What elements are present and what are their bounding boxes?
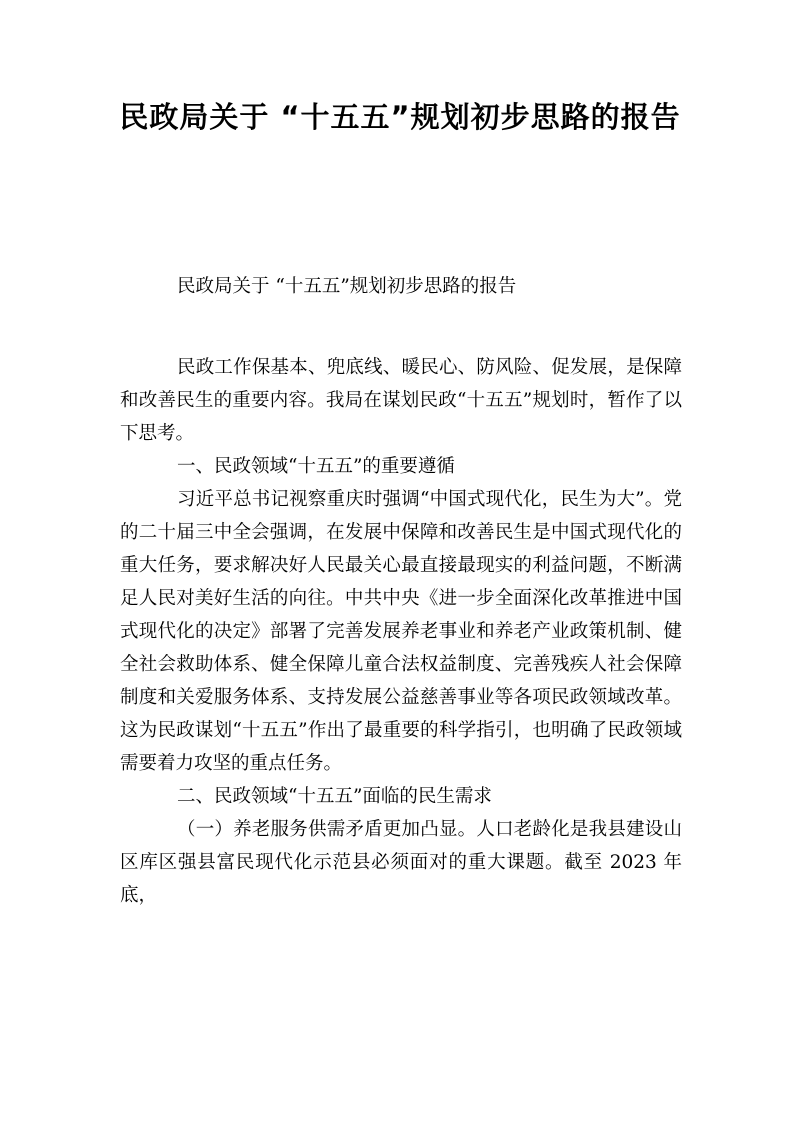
section-heading-1: 一、民政领域“十五五”的重要遵循	[177, 456, 455, 477]
section-2-paragraph: （一）养老服务供需矛盾更加凸显。人口老龄化是我县建设山区库区强县富民现代化示范县必须面对的重大课题。截至 2023 年底，	[120, 819, 682, 906]
document-subtitle	[120, 270, 682, 303]
subtitle-line: 民政局关于 “十五五”规划初步思路的报告	[177, 276, 517, 297]
document-body	[120, 351, 682, 912]
document-title: 民政局关于 “十五五”规划初步思路的报告	[119, 100, 681, 134]
intro-paragraph: 民政工作保基本、兜底线、暖民心、防风险、促发展，是保障和改善民生的重要内容。我局在谋划民政“十五五”规划时，暂作了以下思考。	[120, 357, 682, 444]
section-heading-2: 二、民政领域“十五五”面临的民生需求	[177, 786, 492, 807]
section-1-paragraph: 习近平总书记视察重庆时强调“中国式现代化，民生为大”。党的二十届三中全会强调，在发展中保障和改善民生是中国式现代化的重大任务，要求解决好人民最关心最直接最现实的利益问题，不断满足人民对美好生活的向往。中共中央《进一步全面深化改革推进中国式现代化的决定》部署了完善发展养老事业和养老产业政策机制、健全社会救助体系、健全保障儿童合法权益制度、完善残疾人社会保障制度和关爱服务体系、支持发展公益慈善事业等各项民政领域改革。这为民政谋划“十五五”作出了最重要的科学指引，也明确了民政领域需要着力攻坚的重点任务。	[120, 489, 682, 774]
